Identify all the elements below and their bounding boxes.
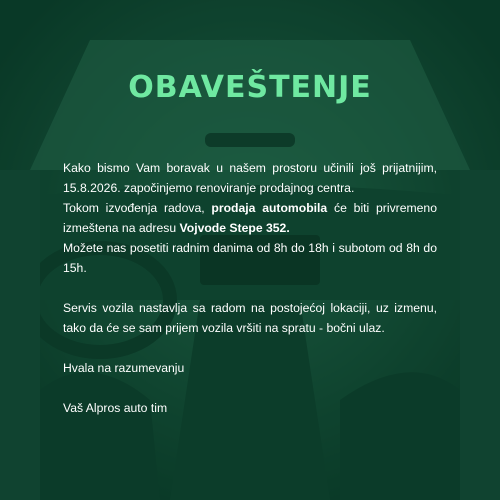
service-paragraph: Servis vozila nastavlja sa radom na postojećoj lokaciji, uz izmenu, tako da će se sam prijem vozila vršiti na spratu - bočni ulaz. [63, 301, 437, 335]
page-title: OBAVEŠTENJE [128, 70, 372, 105]
intro-paragraph [63, 158, 437, 278]
thanks-text: Hvala na razumevanju [63, 361, 185, 375]
notice-body [63, 158, 437, 418]
address-highlight: Vojvode Stepe 352. [179, 221, 290, 235]
relocation-text-start: Tokom izvođenja radova, [63, 201, 212, 215]
sales-highlight: prodaja automobila [211, 201, 328, 215]
working-hours-text: Možete nas posetiti radnim danima od 8h do 18h i subotom od 8h do 15h. [63, 241, 437, 275]
signature-text: Vaš Alpros auto tim [63, 401, 168, 415]
relocation-text-middle: će biti privremeno izmeštena na adresu [63, 201, 437, 235]
intro-sentence: Kako bismo Vam boravak u našem prostoru učinili još prijatnijim, 15.8.2026. započinjemo renoviranje prodajnog centra. [63, 161, 437, 195]
